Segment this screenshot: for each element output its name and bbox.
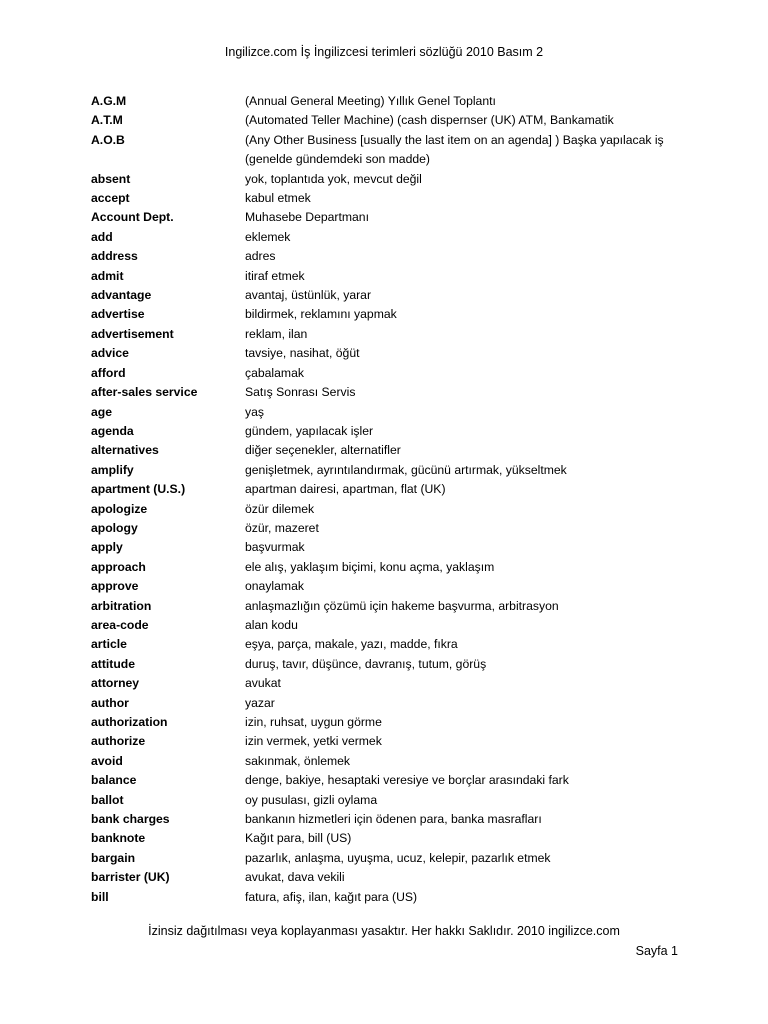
glossary-entry <box>91 674 691 693</box>
glossary-entry <box>91 305 691 324</box>
glossary-definition <box>245 810 691 829</box>
definition-line: diğer seçenekler, alternatifler <box>245 443 401 458</box>
definition-line: avantaj, üstünlük, yarar <box>245 288 372 303</box>
definition-line: yazar <box>245 695 275 710</box>
glossary-definition <box>245 403 691 422</box>
glossary-definition <box>245 655 691 674</box>
definition-line: fatura, afiş, ilan, kağıt para (US) <box>245 889 418 904</box>
glossary-entry <box>91 247 691 266</box>
glossary-definition <box>245 597 691 616</box>
glossary-term: advertise <box>91 307 145 322</box>
glossary-definition <box>245 111 691 130</box>
glossary-entry <box>91 403 691 422</box>
glossary-term: age <box>91 404 113 419</box>
glossary-definition <box>245 791 691 810</box>
glossary-entry <box>91 810 691 829</box>
definition-line: avukat <box>245 676 281 691</box>
glossary-entry <box>91 519 691 538</box>
glossary-term: avoid <box>91 753 123 768</box>
definition-line: Kağıt para, bill (US) <box>245 831 352 846</box>
definition-line: onaylamak <box>245 579 304 594</box>
definition-line: izin, ruhsat, uygun görme <box>245 715 382 729</box>
page-number: Sayfa 1 <box>635 944 678 958</box>
glossary-term: address <box>91 249 138 264</box>
glossary-list <box>91 92 691 907</box>
glossary-definition <box>245 267 691 286</box>
glossary-definition <box>245 383 691 402</box>
definition-line: bildirmek, reklamını yapmak <box>245 307 397 322</box>
page-footer: İzinsiz dağıtılması veya koplayanması yasaktır. Her hakkı Saklıdır. 2010 ingilizce.com <box>148 924 620 938</box>
glossary-term: arbitration <box>91 598 152 613</box>
definition-line: Satış Sonrası Servis <box>245 385 356 400</box>
definition-line: oy pusulası, gizli oylama <box>245 792 378 807</box>
definition-line: izin vermek, yetki vermek <box>245 734 382 749</box>
glossary-definition <box>245 344 691 363</box>
glossary-entry <box>91 635 691 654</box>
glossary-definition <box>245 829 691 848</box>
glossary-definition <box>245 441 691 460</box>
glossary-definition <box>245 713 691 732</box>
glossary-term: bill <box>91 889 109 904</box>
glossary-term: article <box>91 637 127 652</box>
definition-line: (Automated Teller Machine) (cash dispernser (UK) ATM, Bankamatik <box>245 113 614 128</box>
glossary-entry <box>91 344 691 363</box>
glossary-term: bank charges <box>91 812 170 827</box>
glossary-definition <box>245 849 691 868</box>
definition-line: özür, mazeret <box>245 520 319 535</box>
glossary-term: after-sales service <box>91 385 198 400</box>
glossary-definition <box>245 131 691 170</box>
glossary-term: add <box>91 229 113 244</box>
glossary-term: author <box>91 695 129 710</box>
glossary-entry <box>91 538 691 557</box>
glossary-definition <box>245 577 691 596</box>
definition-line: duruş, tavır, düşünce, davranış, tutum, görüş <box>245 656 487 671</box>
glossary-entry <box>91 286 691 305</box>
definition-line: kabul etmek <box>245 191 311 206</box>
glossary-entry <box>91 461 691 480</box>
definition-line: apartman dairesi, apartman, flat (UK) <box>245 482 446 497</box>
definition-line: (Annual General Meeting) Yıllık Genel Toplantı <box>245 94 496 108</box>
glossary-term: A.O.B <box>91 132 125 147</box>
definition-line: ele alış, yaklaşım biçimi, konu açma, yaklaşım <box>245 559 495 574</box>
glossary-term: absent <box>91 171 131 186</box>
definition-line: adres <box>245 249 276 264</box>
glossary-entry <box>91 325 691 344</box>
glossary-term: banknote <box>91 831 146 846</box>
glossary-entry <box>91 616 691 635</box>
definition-line: başvurmak <box>245 540 305 555</box>
glossary-definition <box>245 247 691 266</box>
glossary-definition <box>245 519 691 538</box>
glossary-term: ballot <box>91 792 124 807</box>
glossary-definition <box>245 732 691 751</box>
definition-line: yok, toplantıda yok, mevcut değil <box>245 171 422 186</box>
definition-line: çabalamak <box>245 365 304 380</box>
glossary-term: approve <box>91 579 139 594</box>
glossary-entry <box>91 597 691 616</box>
page-header: Ingilizce.com İş İngilizcesi terimleri sözlüğü 2010 Basım 2 <box>224 45 544 59</box>
glossary-entry <box>91 383 691 402</box>
glossary-definition <box>245 228 691 247</box>
glossary-definition <box>245 752 691 771</box>
glossary-entry <box>91 131 691 170</box>
glossary-term: A.G.M <box>91 94 127 108</box>
definition-line: sakınmak, önlemek <box>245 753 350 768</box>
glossary-definition <box>245 305 691 324</box>
definition-line: eklemek <box>245 229 291 244</box>
glossary-entry <box>91 111 691 130</box>
glossary-entry <box>91 655 691 674</box>
glossary-term: advertisement <box>91 326 174 341</box>
definition-line: avukat, dava vekili <box>245 870 345 885</box>
glossary-definition <box>245 694 691 713</box>
glossary-term: alternatives <box>91 443 159 458</box>
glossary-term: attorney <box>91 676 140 691</box>
glossary-entry <box>91 267 691 286</box>
glossary-entry <box>91 577 691 596</box>
glossary-definition <box>245 616 691 635</box>
glossary-definition <box>245 538 691 557</box>
glossary-entry <box>91 791 691 810</box>
glossary-term: Account Dept. <box>91 210 174 225</box>
glossary-definition <box>245 364 691 383</box>
definition-line: pazarlık, anlaşma, uyuşma, ucuz, kelepir, pazarlık etmek <box>245 850 551 865</box>
definition-line: anlaşmazlığın çözümü için hakeme başvurma, arbitrasyon <box>245 598 559 613</box>
glossary-term: apology <box>91 520 138 535</box>
glossary-entry <box>91 694 691 713</box>
glossary-entry <box>91 771 691 790</box>
glossary-entry <box>91 189 691 208</box>
glossary-definition <box>245 500 691 519</box>
definition-line: tavsiye, nasihat, öğüt <box>245 346 360 361</box>
glossary-entry <box>91 170 691 189</box>
definition-line: özür dilemek <box>245 501 315 516</box>
glossary-definition <box>245 480 691 499</box>
glossary-term: afford <box>91 365 126 380</box>
definition-line: bankanın hizmetleri için ödenen para, banka masrafları <box>245 812 542 827</box>
glossary-definition <box>245 286 691 305</box>
glossary-term: A.T.M <box>91 113 123 128</box>
glossary-definition <box>245 868 691 887</box>
glossary-entry <box>91 441 691 460</box>
glossary-definition <box>245 674 691 693</box>
glossary-definition <box>245 558 691 577</box>
glossary-definition <box>245 771 691 790</box>
glossary-entry <box>91 480 691 499</box>
glossary-term: approach <box>91 559 146 574</box>
glossary-definition <box>245 325 691 344</box>
glossary-entry <box>91 364 691 383</box>
definition-line: reklam, ilan <box>245 326 308 341</box>
glossary-entry <box>91 713 691 732</box>
glossary-term: authorize <box>91 734 146 749</box>
glossary-entry <box>91 422 691 441</box>
glossary-entry <box>91 558 691 577</box>
glossary-entry <box>91 868 691 887</box>
glossary-definition <box>245 170 691 189</box>
glossary-entry <box>91 92 691 111</box>
definition-line: (Any Other Business [usually the last item on an agenda] ) Başka yapılacak iş <box>245 132 664 147</box>
definition-line: gündem, yapılacak işler <box>245 423 374 438</box>
glossary-term: apply <box>91 540 123 555</box>
glossary-term: advice <box>91 346 129 361</box>
glossary-entry <box>91 888 691 907</box>
glossary-definition <box>245 422 691 441</box>
definition-line: eşya, parça, makale, yazı, madde, fıkra <box>245 637 458 652</box>
glossary-term: attitude <box>91 656 136 671</box>
glossary-term: agenda <box>91 423 134 438</box>
glossary-definition <box>245 92 691 111</box>
definition-line: itiraf etmek <box>245 268 305 283</box>
glossary-entry <box>91 849 691 868</box>
definition-line: genişletmek, ayrıntılandırmak, gücünü artırmak, yükseltmek <box>245 462 567 477</box>
glossary-term: admit <box>91 268 124 283</box>
glossary-entry <box>91 829 691 848</box>
glossary-definition <box>245 635 691 654</box>
glossary-definition <box>245 888 691 907</box>
glossary-entry <box>91 752 691 771</box>
glossary-term: apologize <box>91 501 148 516</box>
glossary-entry <box>91 732 691 751</box>
glossary-definition <box>245 461 691 480</box>
glossary-definition <box>245 208 691 227</box>
glossary-entry <box>91 208 691 227</box>
glossary-term: amplify <box>91 462 134 477</box>
glossary-term: authorization <box>91 715 168 729</box>
glossary-entry <box>91 500 691 519</box>
glossary-term: area-code <box>91 617 149 632</box>
glossary-term: balance <box>91 773 137 788</box>
definition-line: Muhasebe Departmanı <box>245 210 369 225</box>
glossary-term: advantage <box>91 288 152 303</box>
glossary-term: accept <box>91 191 130 206</box>
glossary-term: bargain <box>91 850 136 865</box>
definition-line: denge, bakiye, hesaptaki veresiye ve borçlar arasındaki fark <box>245 773 569 788</box>
glossary-term: barrister (UK) <box>91 870 170 885</box>
definition-line: alan kodu <box>245 617 298 632</box>
glossary-entry <box>91 228 691 247</box>
definition-line: yaş <box>245 404 264 419</box>
definition-line: (genelde gündemdeki son madde) <box>245 152 430 167</box>
glossary-definition <box>245 189 691 208</box>
glossary-term: apartment (U.S.) <box>91 482 186 497</box>
